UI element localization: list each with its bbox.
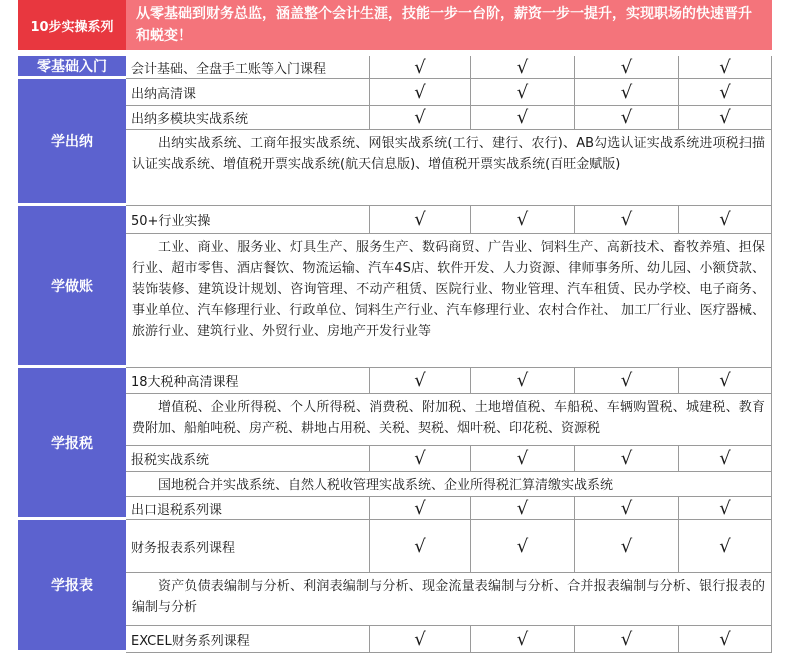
check-mark: √ — [471, 497, 575, 520]
check-mark: √ — [679, 626, 772, 653]
check-mark: √ — [575, 497, 679, 520]
check-mark: √ — [471, 206, 575, 234]
check-mark: √ — [370, 446, 471, 472]
section-tax: 学报税 — [18, 368, 126, 520]
check-mark: √ — [370, 206, 471, 234]
course-row-label: 会计基础、全盘手工账等入门课程 — [126, 56, 370, 79]
check-mark: √ — [370, 106, 471, 130]
check-mark: √ — [471, 446, 575, 472]
course-detail: 资产负债表编制与分析、利润表编制与分析、现金流量表编制与分析、合并报表编制与分析、银行报表的编制与分析 — [126, 573, 772, 626]
check-mark: √ — [471, 106, 575, 130]
check-mark: √ — [370, 368, 471, 394]
check-mark: √ — [679, 368, 772, 394]
check-mark: √ — [575, 520, 679, 573]
check-mark: √ — [370, 520, 471, 573]
check-mark: √ — [471, 520, 575, 573]
course-row-label: 出口退税系列课 — [126, 497, 370, 520]
check-mark: √ — [679, 520, 772, 573]
course-row-label: 50+行业实操 — [126, 206, 370, 234]
check-mark: √ — [575, 56, 679, 79]
section-cashier: 学出纳 — [18, 79, 126, 206]
check-mark: √ — [679, 56, 772, 79]
check-mark: √ — [679, 79, 772, 106]
check-mark: √ — [471, 56, 575, 79]
check-mark: √ — [575, 368, 679, 394]
course-row-label: 出纳多模块实战系统 — [126, 106, 370, 130]
section-zero-basics: 零基础入门 — [18, 56, 126, 79]
course-table — [18, 0, 772, 650]
course-detail: 出纳实战系统、工商年报实战系统、网银实战系统(工行、建行、农行)、AB勾选认证实战系统进项税扫描认证实战系统、增值税开票实战系统(航天信息版)、增值税开票实战系统(百旺金赋版) — [126, 130, 772, 206]
check-mark: √ — [679, 446, 772, 472]
course-row-label: 报税实战系统 — [126, 446, 370, 472]
course-detail: 国地税合并实战系统、自然人税收管理实战系统、企业所得税汇算清缴实战系统 — [126, 472, 772, 497]
course-row-label: 财务报表系列课程 — [126, 520, 370, 573]
check-mark: √ — [575, 206, 679, 234]
check-mark: √ — [370, 79, 471, 106]
check-mark: √ — [679, 106, 772, 130]
series-label: 10步实操系列 — [18, 0, 126, 50]
check-mark: √ — [471, 626, 575, 653]
check-mark: √ — [471, 79, 575, 106]
check-mark: √ — [370, 56, 471, 79]
check-mark: √ — [575, 106, 679, 130]
section-report: 学报表 — [18, 520, 126, 653]
check-mark: √ — [471, 368, 575, 394]
course-row-label: 出纳高清课 — [126, 79, 370, 106]
section-accounting: 学做账 — [18, 206, 126, 368]
course-detail: 工业、商业、服务业、灯具生产、服务生产、数码商贸、广告业、饲料生产、高新技术、畜牧养殖、担保行业、超市零售、酒店餐饮、物流运输、汽车4S店、软件开发、人力资源、律师事务所、幼儿园、小额贷款、装饰装修、建筑设计规划、咨询管理、不动产租赁、医院行业、物业管理、汽车租赁、民办学校、电子商务、事业单位、汽车修理行业、行政单位、饲料生产行业、汽车修理行业、农村合作社、 加工厂行业、医疗器械、旅游行业、建筑行业、外贸行业、房地产开发行业等 — [126, 234, 772, 368]
check-mark: √ — [575, 626, 679, 653]
check-mark: √ — [679, 497, 772, 520]
check-mark: √ — [679, 206, 772, 234]
check-mark: √ — [370, 497, 471, 520]
check-mark: √ — [370, 626, 471, 653]
tagline: 从零基础到财务总监，涵盖整个会计生涯，技能一步一台阶，薪资一步一提升，实现职场的快速晋升和蜕变！ — [126, 0, 772, 50]
check-mark: √ — [575, 446, 679, 472]
course-row-label: EXCEL财务系列课程 — [126, 626, 370, 653]
course-detail: 增值税、企业所得税、个人所得税、消费税、附加税、土地增值税、车船税、车辆购置税、城建税、教育费附加、船舶吨税、房产税、耕地占用税、关税、契税、烟叶税、印花税、资源税 — [126, 394, 772, 446]
course-row-label: 18大税种高清课程 — [126, 368, 370, 394]
check-mark: √ — [575, 79, 679, 106]
